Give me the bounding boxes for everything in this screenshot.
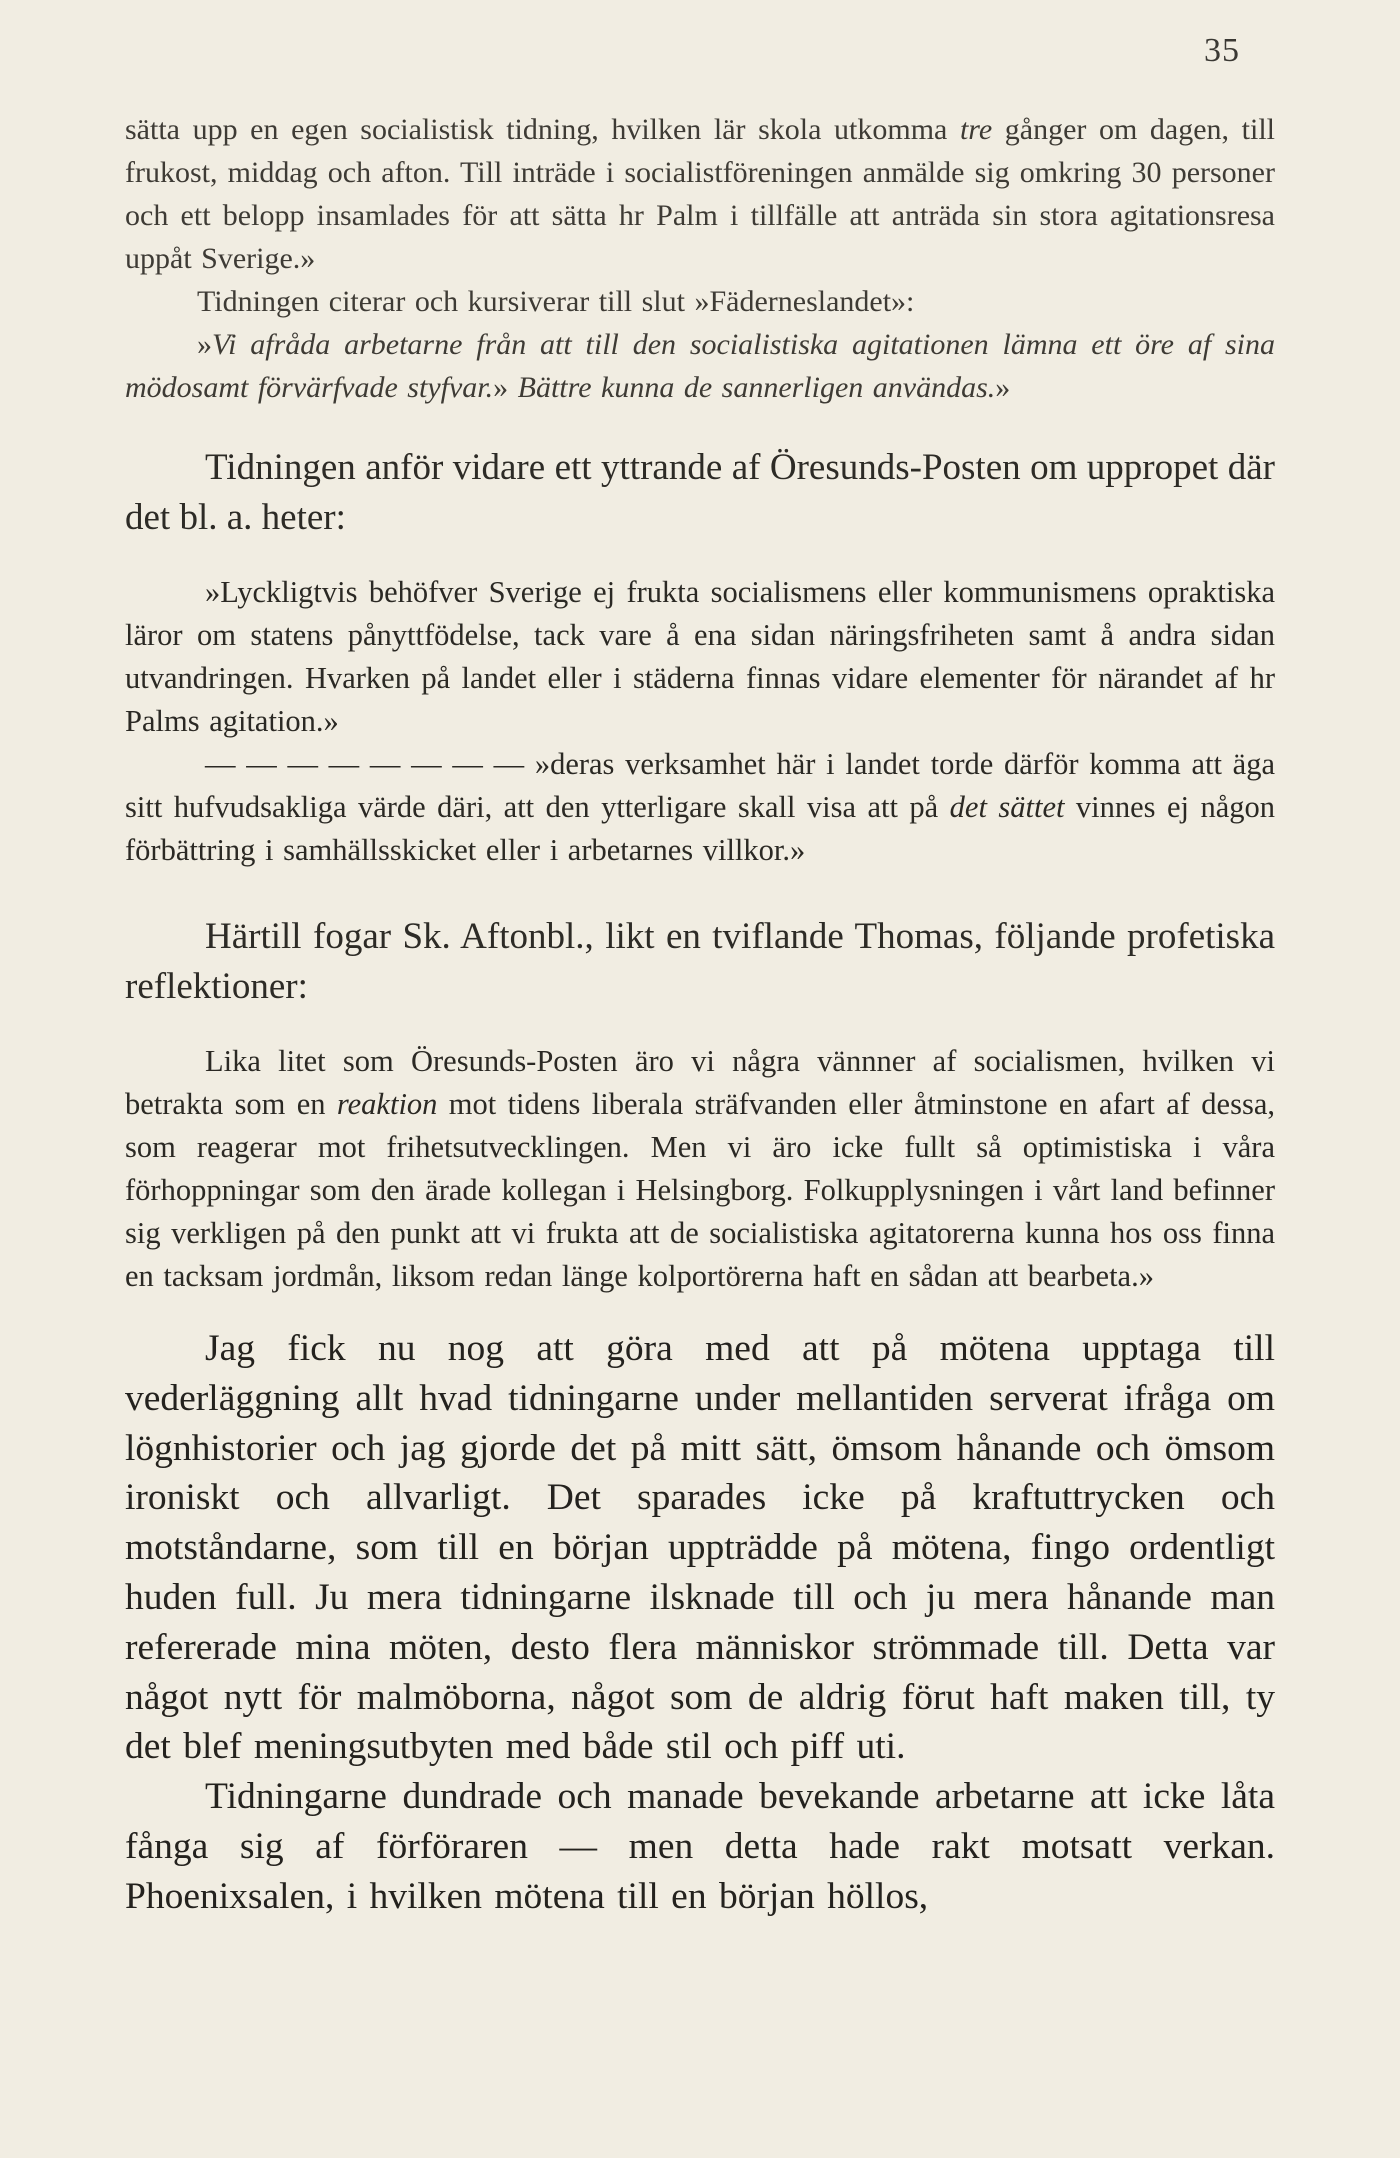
- paragraph: [125, 912, 1275, 1012]
- text-column: [125, 108, 1275, 1922]
- text-run: Tidningen anför vidare ett yttrande af Öresunds-Posten om uppropet där det bl. a. heter:: [125, 447, 1275, 538]
- italic-text: tre: [959, 113, 993, 146]
- paragraph: [125, 443, 1275, 543]
- text-run: gånger om dagen, till frukost, middag och afton. Till inträde i socialistföreningen anmälde sig omkring 30 personer och ett belopp insamlades för att sätta hr Palm i tillfälle att anträda sin stora agitationsresa uppåt Sverige.»: [125, 113, 1275, 275]
- quote-paragraph: [125, 743, 1275, 872]
- italic-text: reaktion: [336, 1087, 438, 1121]
- paragraph: [125, 1772, 1275, 1921]
- quote-paragraph: [125, 571, 1275, 743]
- italic-text: Vi afråda arbetarne från att till den socialistiska agitationen lämna ett öre af sina mödosamt förvärfvade styfvar.: [125, 328, 1275, 404]
- text-run: »Lyckligtvis behöfver Sverige ej frukta socialismens eller kommunismens opraktiska läror om statens pånyttfödelse, tack vare å ena sidan näringsfriheten samt å andra sidan utvandringen. Hvarken på landet eller i städerna finnas vidare elementer för närandet af hr Palms agitation.»: [125, 575, 1275, 738]
- text-run: Tidningarne dundrade och manade bevekande arbetarne att icke låta fånga sig af förföraren — men detta hade rakt motsatt verkan. Phoenixsalen, i hvilken mötena till en början höllos,: [125, 1776, 1275, 1917]
- text-run: »: [197, 328, 212, 361]
- text-run: Härtill fogar Sk. Aftonbl., likt en tviflande Thomas, följande profetiska reflektioner:: [125, 916, 1275, 1007]
- text-run: — — — — — — — — »deras verksamhet här i landet torde därför komma att äga sitt hufvudsakliga värde däri, att den ytterligare skall visa att på: [125, 747, 1275, 824]
- quote-paragraph: [125, 1040, 1275, 1298]
- italic-text: det sättet: [949, 790, 1065, 824]
- paragraph: [125, 280, 1275, 323]
- text-run: Jag fick nu nog att göra med att på mötena upptaga till vederläggning allt hvad tidningarne under mellantiden serverat ifråga om lögnhistorier och jag gjorde det på mitt sätt, ömsom hånande och ömsom ironiskt och allvarligt. Det sparades icke på kraftuttrycken och motståndarne, som till en början uppträdde på mötena, fingo ordentligt huden full. Ju mera tidningarne ilsknade till och ju mera hånande man refererade mina möten, desto flera människor strömmade till. Detta var något nytt för malmöborna, något som de aldrig förut haft maken till, ty det blef meningsutbyten med både stil och piff uti.: [125, 1328, 1275, 1768]
- text-run: sätta upp en egen socialistisk tidning, hvilken lär skola utkomma: [125, 113, 960, 146]
- paragraph: [125, 323, 1275, 409]
- text-run: »: [995, 371, 1011, 404]
- text-run: Tidningen citerar och kursiverar till slut »Fäderneslandet»:: [197, 285, 915, 318]
- text-run: »: [493, 371, 518, 404]
- paragraph: [125, 1324, 1275, 1772]
- paragraph: [125, 108, 1275, 280]
- italic-text: Bättre kunna de sannerligen användas.: [517, 371, 996, 404]
- text-run: mot tidens liberala sträfvanden eller åtminstone en afart af dessa, som reagerar mot frihetsutvecklingen. Men vi äro icke fullt så optimistiska i våra förhoppningar som den ärade kollegan i Helsingborg. Folkupplysningen i vårt land befinner sig verkligen på den punkt att vi frukta att de socialistiska agitatorerna kunna hos oss finna en tacksam jordmån, liksom redan länge kolportörerna haft en sådan att bearbeta.»: [125, 1087, 1275, 1293]
- page-number: 35: [1204, 32, 1240, 69]
- text-run: vinnes ej någon förbättring i samhällsskicket eller i arbetarnes villkor.»: [125, 790, 1275, 867]
- text-run: Lika litet som Öresunds-Posten äro vi några vännner af socialismen, hvilken vi betrakta som en: [125, 1044, 1275, 1121]
